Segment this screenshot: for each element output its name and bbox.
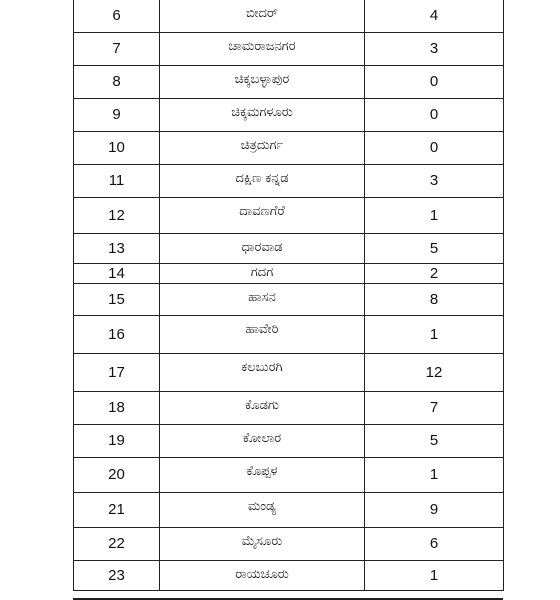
row-number: 23: [74, 561, 160, 591]
table-row: [74, 284, 504, 316]
table-row: [74, 33, 504, 66]
district-count: 0: [365, 99, 504, 132]
district-name: ರಾಯಚೂರು: [160, 561, 365, 591]
table-row: [74, 458, 504, 493]
district-name: ಬೀದರ್: [160, 0, 365, 33]
district-name: ಚಾಮರಾಜನಗರ: [160, 33, 365, 66]
district-name: ಗದಗ: [160, 264, 365, 284]
row-number: 14: [74, 264, 160, 284]
district-count: 1: [365, 198, 504, 234]
table-row: [74, 99, 504, 132]
district-count-table: [73, 0, 504, 591]
row-number: 12: [74, 198, 160, 234]
row-number: 17: [74, 354, 160, 392]
table-row: [74, 198, 504, 234]
table-row: [74, 493, 504, 528]
district-count: 1: [365, 458, 504, 493]
district-count: 2: [365, 264, 504, 284]
district-name: ಕೊಪ್ಪಳ: [160, 458, 365, 493]
table-row: [74, 392, 504, 425]
district-table-container: [73, 0, 503, 591]
district-count: 0: [365, 66, 504, 99]
row-number: 8: [74, 66, 160, 99]
district-count: 5: [365, 234, 504, 264]
row-number: 20: [74, 458, 160, 493]
district-name: ಚಿಕ್ಕಬಳ್ಳಾಪುರ: [160, 66, 365, 99]
table-row: [74, 316, 504, 354]
district-name: ಕೋಲಾರ: [160, 425, 365, 458]
table-row: [74, 0, 504, 33]
row-number: 18: [74, 392, 160, 425]
district-name: ಕೊಡಗು: [160, 392, 365, 425]
district-count: 5: [365, 425, 504, 458]
row-number: 6: [74, 0, 160, 33]
district-count: 9: [365, 493, 504, 528]
district-count: 3: [365, 165, 504, 198]
table-row: [74, 165, 504, 198]
row-number: 7: [74, 33, 160, 66]
row-number: 15: [74, 284, 160, 316]
table-body: [74, 0, 504, 591]
district-name: ಮೈಸೂರು: [160, 528, 365, 561]
row-number: 11: [74, 165, 160, 198]
row-number: 13: [74, 234, 160, 264]
row-number: 16: [74, 316, 160, 354]
district-count: 7: [365, 392, 504, 425]
district-name: ಧಾರವಾಡ: [160, 234, 365, 264]
district-count: 3: [365, 33, 504, 66]
row-number: 10: [74, 132, 160, 165]
district-name: ದಾವಣಗೆರೆ: [160, 198, 365, 234]
table-row: [74, 425, 504, 458]
row-number: 21: [74, 493, 160, 528]
table-row: [74, 234, 504, 264]
table-row: [74, 354, 504, 392]
table-row: [74, 264, 504, 284]
district-name: ಮಂಡ್ಯ: [160, 493, 365, 528]
row-number: 22: [74, 528, 160, 561]
district-name: ಕಲಬುರಗಿ: [160, 354, 365, 392]
district-name: ಹಾವೇರಿ: [160, 316, 365, 354]
district-count: 6: [365, 528, 504, 561]
table-row: [74, 66, 504, 99]
district-count: 0: [365, 132, 504, 165]
table-row: [74, 132, 504, 165]
district-name: ಚಿತ್ರದುರ್ಗ: [160, 132, 365, 165]
district-count: 12: [365, 354, 504, 392]
district-count: 8: [365, 284, 504, 316]
district-count: 1: [365, 316, 504, 354]
district-count: 1: [365, 561, 504, 591]
row-number: 9: [74, 99, 160, 132]
table-row: [74, 561, 504, 591]
district-name: ಚಿಕ್ಕಮಗಳೂರು: [160, 99, 365, 132]
row-number: 19: [74, 425, 160, 458]
district-name: ಹಾಸನ: [160, 284, 365, 316]
district-name: ದಕ್ಷಿಣ ಕನ್ನಡ: [160, 165, 365, 198]
table-row: [74, 528, 504, 561]
district-count: 4: [365, 0, 504, 33]
